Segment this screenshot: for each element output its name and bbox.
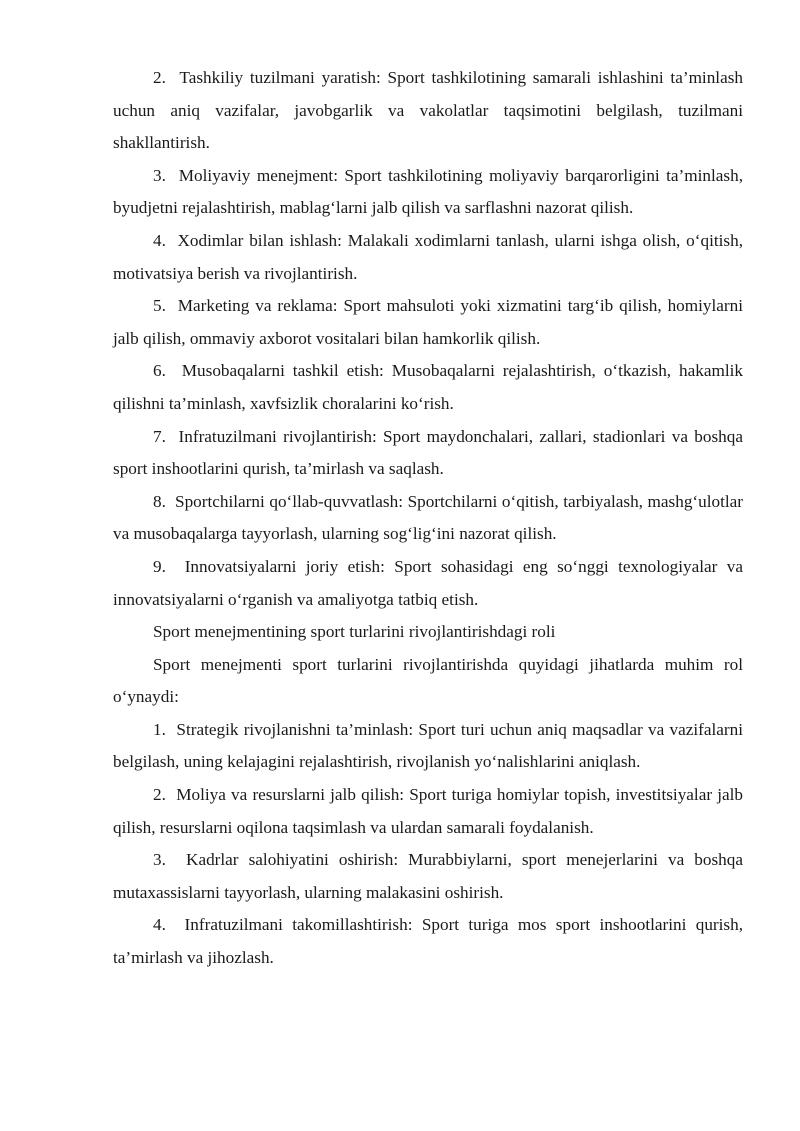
list-item-financial-management: 3. Moliyaviy menejment: Sport tashkilotining moliyaviy barqarorligini ta’minlash, byudjetni rejalashtirish, mablag‘larni jalb qilish va sarflashni nazorat qilish. bbox=[113, 165, 743, 218]
section-heading: Sport menejmentining sport turlarini rivojlantirishdagi roli bbox=[153, 622, 556, 642]
list-item-marketing: 5. Marketing va reklama: Sport mahsuloti yoki xizmatini targ‘ib qilish, homiylarni jalb qilish, ommaviy axborot vositalari bilan hamkorlik qilish. bbox=[113, 296, 743, 348]
list-item-competitions: 6. Musobaqalarni tashkil etish: Musobaqalarni rejalashtirish, o‘tkazish, hakamlik qilishni ta’minlash, xavfsizlik choralarini ko‘rish. bbox=[113, 361, 743, 413]
role-item-strategic-development: 1. Strategik rivojlanishni ta’minlash: Sport turi uchun aniq maqsadlar va vazifalarni belgilash, uning kelajagini rejalashtirish, rivojlanish yo‘nalishlarini aniqlash. bbox=[113, 719, 743, 772]
document-page bbox=[113, 62, 743, 975]
list-item-athlete-support: 8. Sportchilarni qo‘llab-quvvatlash: Sportchilarni o‘qitish, tarbiyalash, mashg‘ulotlar va musobaqalarga tayyorlash, ularning sog‘lig‘ini nazorat qilish. bbox=[113, 491, 743, 544]
role-item-infrastructure: 4. Infratuzilmani takomillashtirish: Sport turiga mos sport inshootlarini qurish, ta’mirlash va jihozlash. bbox=[113, 915, 743, 968]
list-item-staff-work: 4. Xodimlar bilan ishlash: Malakali xodimlarni tanlash, ularni ishga olish, o‘qitish, motivatsiya berish va rivojlantirish. bbox=[113, 230, 743, 283]
list-item-infrastructure: 7. Infratuzilmani rivojlantirish: Sport maydonchalari, zallari, stadionlari va boshqa sport inshootlarini qurish, ta’mirlash va saqlash. bbox=[113, 426, 743, 479]
list-item-innovations: 9. Innovatsiyalarni joriy etish: Sport sohasidagi eng so‘nggi texnologiyalar va innovatsiyalarni o‘rganish va amaliyotga tatbiq etish. bbox=[113, 556, 743, 609]
role-item-finance-resources: 2. Moliya va resurslarni jalb qilish: Sport turiga homiylar topish, investitsiyalar jalb qilish, resurslarni oqilona taqsimlash va ulardan samarali foydalanish. bbox=[113, 785, 743, 837]
role-item-personnel: 3. Kadrlar salohiyatini oshirish: Murabbiylarni, sport menejerlarini va boshqa mutaxassislarni tayyorlash, ularning malakasini oshirish. bbox=[113, 850, 743, 902]
list-item-organizational-structure: 2. Tashkiliy tuzilmani yaratish: Sport tashkilotining samarali ishlashini ta’minlash uchun aniq vazifalar, javobgarlik va vakolatlar taqsimotini belgilash, tuzilmani shakllantirish. bbox=[113, 68, 743, 153]
section-intro: Sport menejmenti sport turlarini rivojlantirishda quyidagi jihatlarda muhim rol o‘ynaydi: bbox=[113, 654, 743, 707]
